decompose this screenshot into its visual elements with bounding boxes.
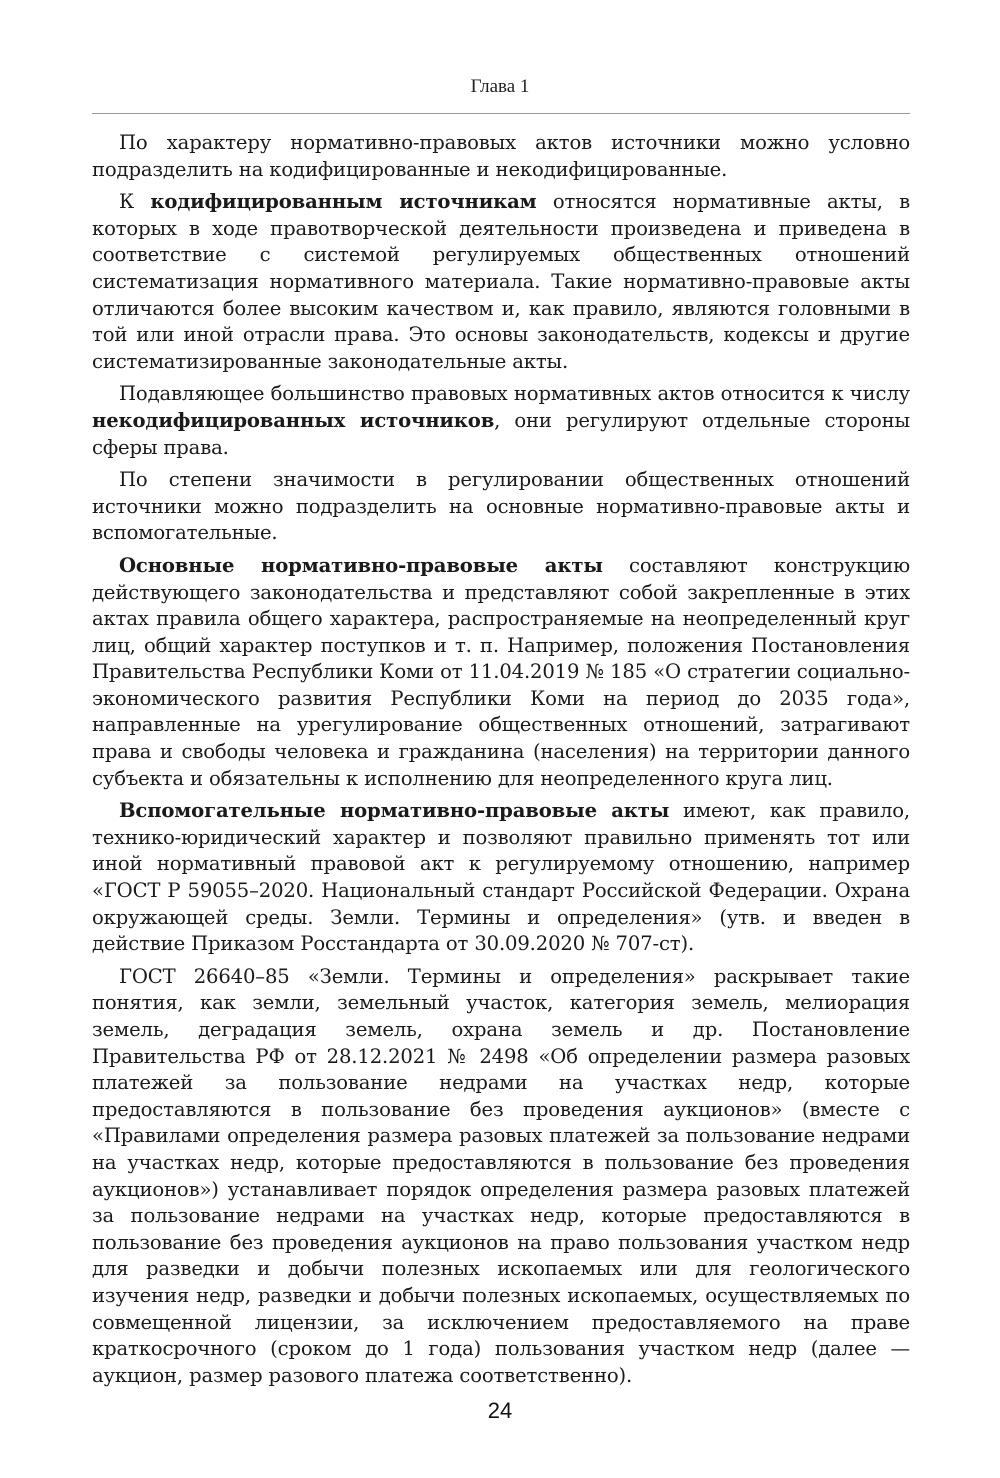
paragraph-text: По степени значимости в регулировании общественных отношений источники можно подразделить на основные нормативно-правовые акты и вспомогательные. bbox=[92, 468, 910, 545]
term-uncodified-sources: некодифицированных источников bbox=[92, 408, 495, 432]
paragraph-5 bbox=[92, 553, 910, 792]
paragraph-3 bbox=[92, 381, 910, 461]
paragraph-1 bbox=[92, 130, 910, 183]
term-auxiliary-acts: Вспомогательные нормативно-правовые акты bbox=[119, 799, 670, 823]
paragraph-text: имеют, как правило, технико-юридический характер и позволяют правильно применять тот или иной нормативный правовой акт к регулируемому отношению, например «ГОСТ Р 59055–2020. Национальный стандарт Российской Федерации. Охрана окружающей среды. Земли. Термины и определения» (утв. и введен в действие Приказом Росстандарта от 30.09.2020 № 707-ст). bbox=[92, 799, 910, 956]
paragraph-text: ГОСТ 26640–85 «Земли. Термины и определения» раскрывает такие понятия, как земли, земельный участок, категория земель, мелиорация земель, деградация земель, охрана земель и др. Постановление Правительства РФ от 28.12.2021 № 2498 «Об определении размера разовых платежей за пользование недрами на участках недр, которые предоставляются в пользование без проведения аукционов» (вместе с «Правилами определения размера разовых платежей за пользование недрами на участках недр, которые предоставляются в пользование без проведения аукционов») устанавливает порядок определения размера разовых платежей за пользование недрами на участках недр, которые предоставляются в пользование без проведения аукционов на право пользования участком недр для разведки и добычи полезных ископаемых или для геологического изучения недр, разведки и добычи полезных ископаемых, осуществляемых по совмещенной лицензии, за исключением предоставляемого на праве краткосрочного (сроком до 1 года) пользования участком недр (далее — аукцион, размер разового платежа соответственно). bbox=[92, 964, 910, 1387]
paragraph-lead: К bbox=[119, 190, 151, 214]
paragraph-7 bbox=[92, 964, 910, 1390]
paragraph-lead: Подавляющее большинство правовых нормативных актов относится к числу bbox=[119, 382, 910, 406]
paragraph-2 bbox=[92, 189, 910, 375]
paragraph-text: относятся нормативные акты, в которых в ходе правотворческой деятельности произведена и приведена в соответствие с системой регулируемых общественных отношений систематизация нормативного материала. Такие нормативно-правовые акты отличаются более высоким качеством и, как правило, являются головными в той или иной отрасли права. Это основы законодательств, кодексы и другие систематизированные законодательные акты. bbox=[92, 190, 910, 373]
header-divider bbox=[92, 113, 910, 114]
paragraph-6 bbox=[92, 798, 910, 958]
body-text bbox=[92, 130, 910, 1395]
paragraph-text: По характеру нормативно-правовых актов источники можно условно подразделить на кодифицированные и некодифицированные. bbox=[92, 131, 910, 181]
paragraph-text: составляют конструкцию действующего законодательства и представляют собой закрепленные в этих актах правила общего характера, распространяемые на неопределенный круг лиц, общий характер поступков и т. п. Например, положения Постановления Правительства Республики Коми от 11.04.2019 № 185 «О стратегии социально-экономического развития Республики Коми на период до 2035 года», направленные на урегулирование общественных отношений, затрагивают права и свободы человека и гражданина (населения) на территории данного субъекта и обязательны к исполнению для неопределенного круга лиц. bbox=[92, 553, 910, 790]
chapter-running-head: Глава 1 bbox=[470, 76, 530, 97]
paragraph-4 bbox=[92, 467, 910, 547]
page-number: 24 bbox=[487, 1398, 513, 1423]
term-main-acts: Основные нормативно-правовые акты bbox=[119, 553, 603, 577]
paragraph-text: , они регулируют отдельные стороны сферы права. bbox=[92, 408, 910, 459]
term-codified-sources: кодифицированным источникам bbox=[150, 190, 537, 214]
